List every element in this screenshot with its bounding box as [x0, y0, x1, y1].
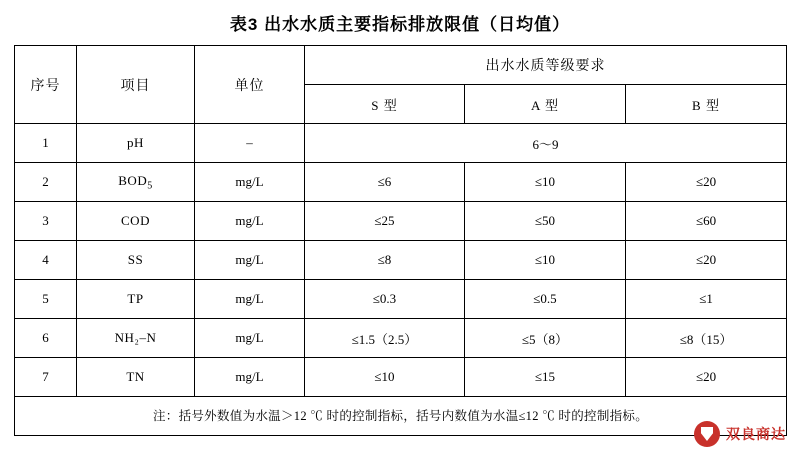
water-quality-table — [14, 45, 787, 436]
table-container — [14, 45, 786, 436]
cell-value-a: ≤10 — [465, 241, 626, 280]
cell-value-a: ≤10 — [465, 163, 626, 202]
cell-item: TN — [77, 358, 195, 397]
cell-unit: mg/L — [195, 163, 305, 202]
watermark — [694, 421, 786, 447]
cell-item: SS — [77, 241, 195, 280]
table-row — [15, 319, 787, 358]
table-row — [15, 241, 787, 280]
cell-item-text: BOD — [118, 172, 148, 188]
cell-unit: mg/L — [195, 280, 305, 319]
table-row — [15, 163, 787, 202]
cell-value-b: ≤20 — [626, 163, 787, 202]
page-title: 表3 出水水质主要指标排放限值（日均值） — [229, 15, 571, 34]
table-note-row — [15, 397, 787, 436]
cell-unit: – — [195, 124, 305, 163]
cell-item-subscript: 5 — [147, 180, 153, 192]
table-header-row-top — [15, 46, 787, 85]
cell-value-s: ≤6 — [305, 163, 465, 202]
cell-item: NH₂–N — [77, 319, 195, 358]
cell-seq: 2 — [15, 163, 77, 202]
cell-seq: 7 — [15, 358, 77, 397]
cell-seq: 1 — [15, 124, 77, 163]
cell-value-s: ≤25 — [305, 202, 465, 241]
cell-value-s: ≤0.3 — [305, 280, 465, 319]
cell-unit: mg/L — [195, 202, 305, 241]
cell-unit: mg/L — [195, 358, 305, 397]
watermark-text: 双良商达 — [726, 426, 786, 442]
cell-value-a: ≤50 — [465, 202, 626, 241]
cell-seq: 4 — [15, 241, 77, 280]
header-unit: 单位 — [195, 46, 305, 124]
cell-item: TP — [77, 280, 195, 319]
header-grade-b: B 型 — [626, 85, 787, 124]
cell-item — [77, 163, 195, 202]
cell-seq: 6 — [15, 319, 77, 358]
header-seq: 序号 — [15, 46, 77, 124]
cell-merged-value: 6～9 — [305, 124, 787, 163]
cell-value-b: ≤8（15） — [626, 319, 787, 358]
header-grade-a: A 型 — [465, 85, 626, 124]
cell-seq: 3 — [15, 202, 77, 241]
table-note: 注：括号外数值为水温＞12 ℃ 时的控制指标，括号内数值为水温≤12 ℃ 时的控制指标。 — [15, 397, 787, 436]
cell-value-a: ≤15 — [465, 358, 626, 397]
header-item: 项目 — [77, 46, 195, 124]
cell-value-s: ≤8 — [305, 241, 465, 280]
cell-item: pH — [77, 124, 195, 163]
cell-value-a: ≤0.5 — [465, 280, 626, 319]
cell-value-s: ≤1.5（2.5） — [305, 319, 465, 358]
table-row — [15, 280, 787, 319]
cell-value-a: ≤5（8） — [465, 319, 626, 358]
table-row — [15, 358, 787, 397]
cell-item: COD — [77, 202, 195, 241]
cell-seq: 5 — [15, 280, 77, 319]
table-row — [15, 202, 787, 241]
cell-value-s: ≤10 — [305, 358, 465, 397]
cell-value-b: ≤60 — [626, 202, 787, 241]
cell-value-b: ≤1 — [626, 280, 787, 319]
cell-value-b: ≤20 — [626, 358, 787, 397]
header-group-effluent: 出水水质等级要求 — [305, 46, 787, 85]
cell-unit: mg/L — [195, 241, 305, 280]
header-grade-s: S 型 — [305, 85, 465, 124]
brand-logo-icon — [694, 421, 720, 447]
cell-value-b: ≤20 — [626, 241, 787, 280]
table-row — [15, 124, 787, 163]
cell-unit: mg/L — [195, 319, 305, 358]
